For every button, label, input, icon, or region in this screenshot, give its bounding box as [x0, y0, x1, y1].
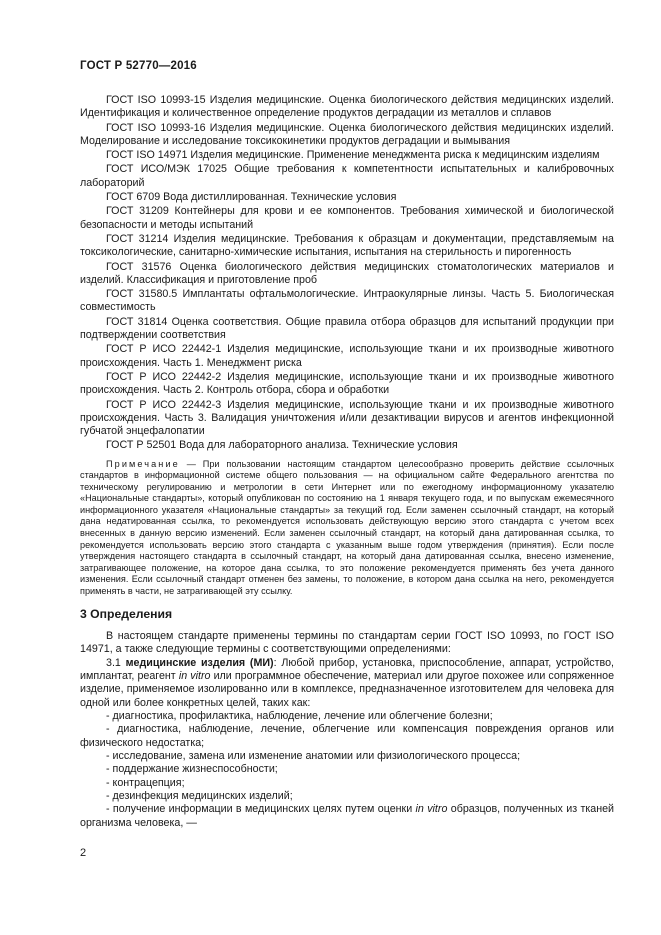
section-title: 3 Определения [80, 607, 173, 621]
normative-references [80, 94, 614, 597]
list-item: - исследование, замена или изменение анатомии или физиологического процесса; [106, 750, 521, 763]
note-label: Примечание [106, 458, 180, 469]
term-definition [80, 657, 614, 710]
section-intro: В настоящем стандарте применены термины по стандартам серии ГОСТ ISO 10993, по ГОСТ ISO 14971, а также следующие термины с соответствующими определениями: [80, 630, 614, 656]
reference-item: ГОСТ Р ИСО 22442-1 Изделия медицинские, использующие ткани и их производные животного происхождения. Часть 1. Менеджмент риска [80, 343, 614, 369]
reference-item: ГОСТ 31814 Оценка соответствия. Общие правила отбора образцов для испытаний продукции при подтверждении соответствия [80, 315, 614, 342]
term-def-italic: in vitro [178, 670, 211, 683]
list-item: - контрацепция; [106, 776, 185, 789]
page-number: 2 [80, 847, 87, 859]
reference-item: ГОСТ ISO 14971 Изделия медицинские. Применение менеджмента риска к медицинским изделиям [106, 149, 600, 162]
reference-item: ГОСТ 6709 Вода дистиллированная. Технические условия [106, 191, 397, 204]
term-number: 3.1 [106, 656, 126, 669]
list-item-part: - получение информации в медицинских целях путем оценки [106, 803, 416, 816]
definitions-section [80, 630, 614, 830]
list-item [80, 803, 614, 830]
reference-item: ГОСТ 31214 Изделия медицинские. Требования к образцам и документации, представляемым на токсикологические, санитарно-химические испытания, испытания на стерильность и пирогенность [80, 232, 614, 259]
reference-item: ГОСТ Р ИСО 22442-3 Изделия медицинские, использующие ткани и их производные животного происхождения. Часть 3. Валидация уничтожения и/или дезактивации вирусов и агентов инфекционной губчатой энцефалопатии [80, 398, 614, 438]
list-item: - диагностика, профилактика, наблюдение, лечение или облегчение болезни; [106, 710, 493, 723]
note-text: — При пользовании настоящим стандартом целесообразно проверить действие ссылочных стандартов в информационной системе общего пользования — на официальном сайте Федерального агентства по техническому регулированию и метрологии в сети Интернет или по ежегодному информационному указателю «Национальные стандарты», который опубликован по состоянию на 1 января текущего года, и по выпускам ежемесячного информационного указателя «Национальные стандарты» за текущий год. Если заменен ссылочный стандарт, на который дана недатированная ссылка, то рекомендуется использовать действующую версию этого стандарта с учетом всех внесенных в данную версию изменений. Если заменен ссылочный стандарт, на который дана датированная ссылка, то рекомендуется использовать версию этого стандарта с указанным выше годом утверждения (принятия). Если после утверждения настоящего стандарта в ссылочный стандарт, на который дана датированная ссылка, внесено изменение, затрагивающее положение, на которое дана ссылка, то это положение рекомендуется применять без учета данного изменения. Если ссылочный стандарт отменен без замены, то положение, в котором дана ссылка на него, рекомендуется применять в части, не затрагивающей эту ссылку. [80, 458, 614, 596]
list-item-part: образцов, полученных из тканей организма человека, — [80, 803, 615, 829]
reference-item: ГОСТ 31209 Контейнеры для крови и ее компонентов. Требования химической и биологической безопасности и методы испытаний [80, 205, 614, 231]
reference-item: ГОСТ Р ИСО 22442-2 Изделия медицинские, использующие ткани и их производные животного происхождения. Часть 2. Контроль отбора, сбора и обработки [80, 370, 614, 397]
list-item: - дезинфекция медицинских изделий; [106, 790, 293, 803]
document-header: ГОСТ Р 52770—2016 [80, 60, 197, 72]
term-name: медицинские изделия (МИ) [125, 656, 274, 669]
reference-item: ГОСТ 31576 Оценка биологического действия медицинских стоматологических материалов и изделий. Классификация и приготовление проб [80, 260, 614, 286]
reference-item: ГОСТ ISO 10993-15 Изделия медицинские. Оценка биологического действия медицинских изделий. Идентификация и количественное определение продуктов деградации из металлов и сплавов [80, 94, 614, 120]
reference-item: ГОСТ ИСО/МЭК 17025 Общие требования к компетентности испытательных и калибровочных лабораторий [80, 163, 614, 189]
term-def-part: : Любой прибор, установка, приспособление, аппарат, устройство, имплантат, реагент [80, 656, 614, 683]
references-note [80, 459, 614, 598]
reference-item: ГОСТ Р 52501 Вода для лабораторного анализа. Технические условия [106, 439, 458, 452]
list-item-italic: in vitro [415, 803, 448, 816]
list-item: - диагностика, наблюдение, лечение, облегчение или компенсация повреждения органов или физического недостатка; [80, 723, 614, 749]
term-def-part: или программное обеспечение, материал или другое похожее или сопряженное изделие, применяемое изолированно или в комплексе, предназначенное изготовителем для человека для одной или более конкретных целей, таких как: [80, 670, 615, 709]
reference-item: ГОСТ ISO 10993-16 Изделия медицинские. Оценка биологического действия медицинских изделий. Моделирование и исследование токсикокинетики продуктов деградации и вымывания [80, 121, 614, 147]
reference-item: ГОСТ 31580.5 Имплантаты офтальмологические. Интраокулярные линзы. Часть 5. Биологическая совместимость [80, 288, 614, 314]
list-item: - поддержание жизнеспособности; [106, 763, 278, 776]
